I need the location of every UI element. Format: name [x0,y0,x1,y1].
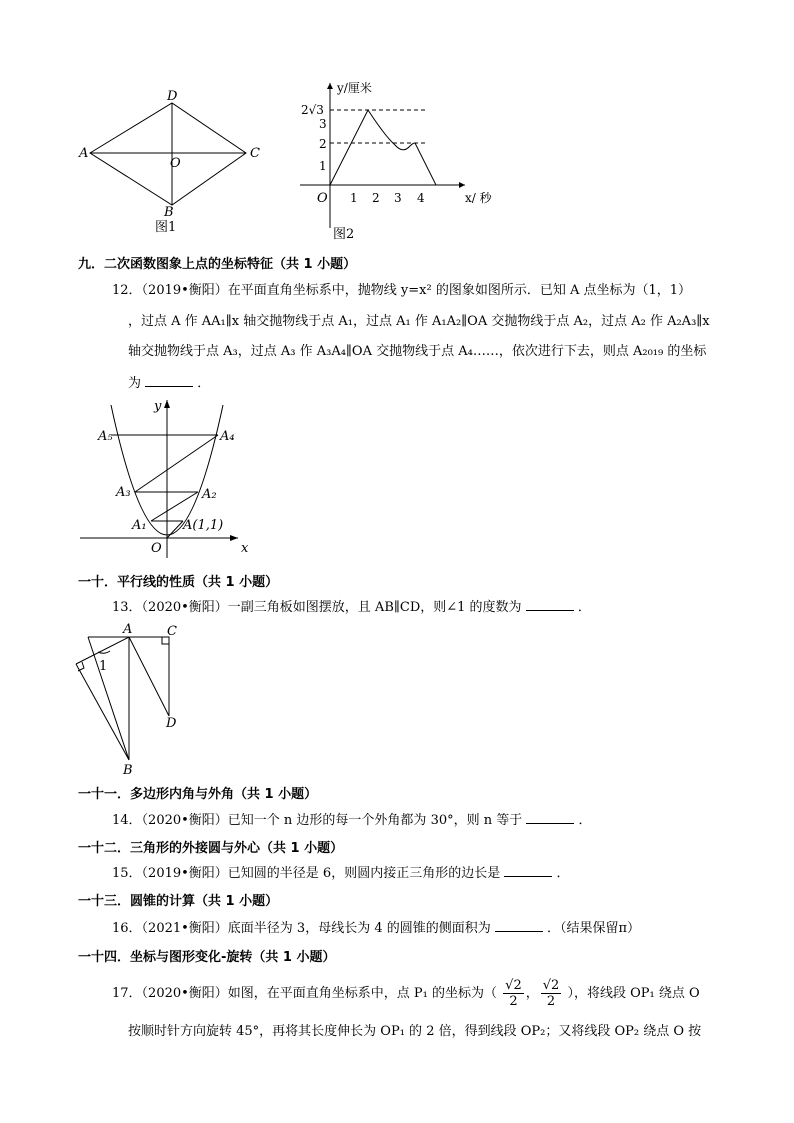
q12-line2: ，过点 A 作 AA₁∥x 轴交抛物线于点 A₁，过点 A₁ 作 A₁A₂∥OA 交抛物线于点 A₂，过点 A₂ 作 A₂A₃∥x [128,314,710,329]
q17-line1-end: ），将线段 OP₁ 绕点 O [567,986,700,1001]
q15-end: ． [556,866,570,881]
q17-line1-start: 17．（2020•衡阳）如图，在平面直角坐标系中，点 P₁ 的坐标为（ [112,986,498,1001]
segment-o-a [167,521,183,538]
x-tick-3: 3 [394,191,402,205]
q16-answer-blank[interactable] [495,919,543,932]
label-o: O [151,541,162,556]
label-o: O [170,156,181,171]
figure-parabola [78,395,268,560]
rhombus-outline [90,103,246,205]
fraction-2-denominator: 2 [546,994,556,1009]
q14-end: ． [578,813,592,828]
label-a1: A₁ [132,518,147,533]
label-b: B [123,763,133,778]
y-tick-2: 2 [319,137,327,151]
label-angle-1: 1 [99,659,108,674]
section-13-heading: 一十三．圆锥的计算（共 1 小题） [78,894,279,909]
label-a: A [123,622,133,637]
section-12-heading: 一十二．三角形的外接圆与外心（共 1 小题） [78,841,344,856]
q13-answer-blank[interactable] [526,598,574,611]
segment-a1-a2 [151,492,198,521]
figure-2-caption: 图2 [333,227,355,242]
fraction-1-numerator: √2 [505,978,522,993]
label-a5: A₅ [98,429,113,444]
q15-text: 15．（2019•衡阳）已知圆的半径是 6，则圆内接正三角形的边长是 [112,866,501,881]
y-tick-1: 1 [319,159,327,173]
q12-line4-end: ． [197,376,211,391]
label-b: B [164,205,174,220]
graph-curve [330,110,368,185]
label-c: C [167,624,177,639]
line-ad [129,637,169,716]
y-tick-3: 3 [319,117,327,131]
fraction-1-denominator: 2 [509,994,518,1009]
q14-answer-blank[interactable] [526,811,574,824]
x-tick-1: 1 [350,191,358,205]
label-y: y [154,399,162,414]
q14-line [112,811,592,829]
label-a: A [79,146,89,161]
section-14-heading: 一十四．坐标与图形变化-旋转（共 1 小题） [78,950,336,965]
q13-line [112,598,591,616]
q16-line [112,919,640,937]
q12-line3: 轴交抛物线于点 A₃，过点 A₃ 作 A₃A₄∥OA 交抛物线于点 A₄……，依次进行下去，则点 A₂₀₁₉ 的坐标 [128,344,707,359]
q16-text: 16．（2021•衡阳）底面半径为 3，母线长为 4 的圆锥的侧面积为 [112,921,491,936]
label-a3: A₃ [116,485,131,500]
q13-text: 13．（2020•衡阳）一副三角板如图摆放，且 AB∥CD，则∠1 的度数为 [112,600,522,615]
q12-line4-text: 为 [128,376,142,391]
graph-curve-3 [415,143,436,185]
q17-line1: 17．（2020•衡阳）如图，在平面直角坐标系中，点 P₁ 的坐标为（ $\frac{√2}{2}$ ， $\frac{√2}{2}$ ），将线段 OP₁ 绕点 O [112,978,700,1009]
figure-1-rhombus [70,88,270,238]
figure-2-graph [295,78,510,246]
fraction-2-numerator: √2 [542,978,560,993]
label-a: A(1,1) [183,518,224,533]
label-d: D [167,89,178,104]
x-tick-4: 4 [417,191,425,205]
label-d: D [166,716,177,731]
q16-end: ．（结果保留π） [547,921,641,936]
origin-label: O [317,191,328,206]
section-11-heading: 一十一．多边形内角与外角（共 1 小题） [78,787,318,802]
q12-line4 [128,374,210,392]
label-c: C [250,146,260,161]
fraction-2 [541,978,562,1009]
line-left-triangle-1 [88,637,129,760]
q12-answer-blank[interactable] [145,374,193,387]
label-a4: A₄ [220,429,235,444]
figure-triangle-boards [74,620,194,780]
label-x: x [241,541,249,556]
y-tick-2sqrt3: 2√3 [301,103,324,117]
y-axis-label: y/厘米 [337,81,372,95]
fraction-1 [503,978,524,1009]
label-a2: A₂ [202,487,217,502]
q12-line1: 12．（2019•衡阳）在平面直角坐标系中，抛物线 y=x² 的图象如图所示．已知 A 点坐标为（1，1） [112,283,692,298]
graph-curve-2 [368,110,415,150]
q15-answer-blank[interactable] [504,864,552,877]
q13-end: ． [577,600,591,615]
line-left-triangle-2 [76,664,129,760]
q14-text: 14．（2020•衡阳）已知一个 n 边形的每一个外角都为 30°，则 n 等于 [112,813,523,828]
q17-line2: 按顺时针方向旋转 45°，再将其长度伸长为 OP₁ 的 2 倍，得到线段 OP₂；又将线段 OP₂ 绕点 O 按 [128,1024,702,1039]
x-tick-2: 2 [372,191,380,205]
segment-a3-a4 [135,435,218,492]
x-axis-label: x/ 秒 [465,191,492,205]
q15-line [112,864,570,882]
section-10-heading: 一十．平行线的性质（共 1 小题） [78,575,279,590]
section-9-heading: 九．二次函数图象上点的坐标特征（共 1 小题） [78,257,357,272]
figure-1-caption: 图1 [155,220,177,235]
